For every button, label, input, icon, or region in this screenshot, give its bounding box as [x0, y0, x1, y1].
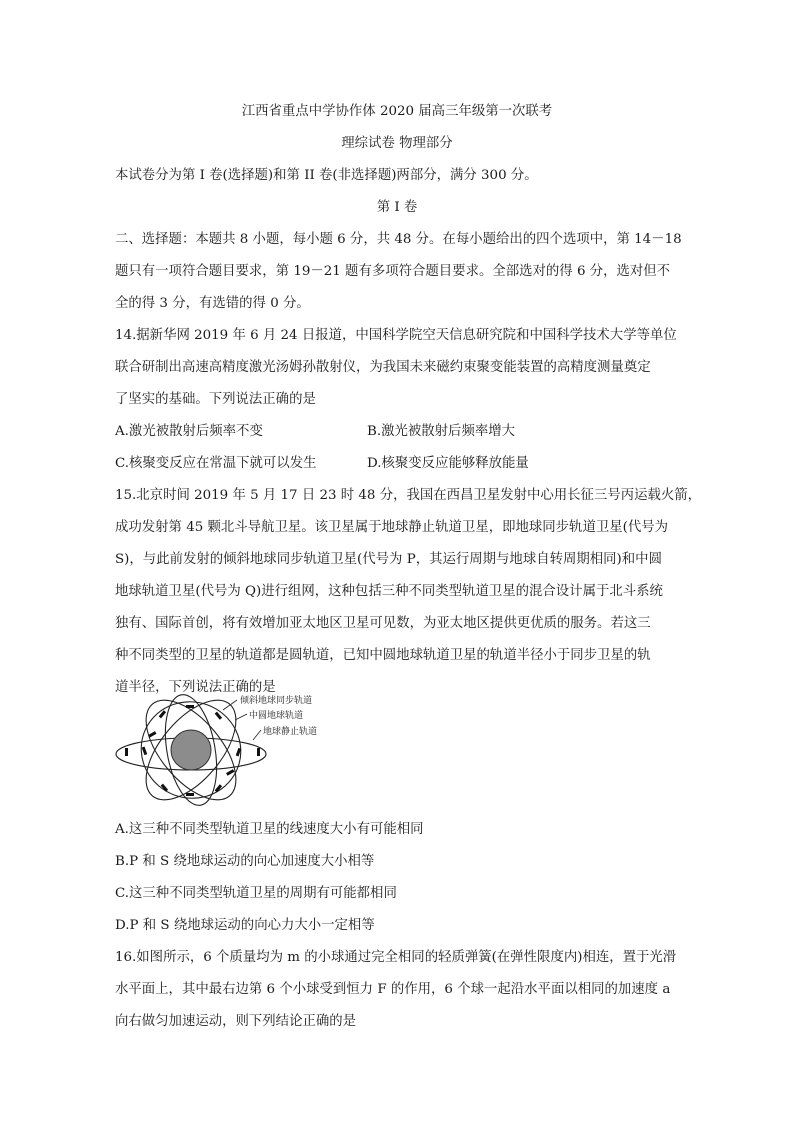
q14-stem-line: 14.据新华网 2019 年 6 月 24 日报道，中国科学院空天信息研究院和中国科学技术大学等单位 — [115, 328, 677, 343]
q14-stem-line: 联合研制出高速高精度激光汤姆孙散射仪，为我国未来磁约束聚变能装置的高精度测量奠定 — [115, 360, 651, 375]
q15-stem-line: 15.北京时间 2019 年 5 月 17 日 23 时 48 分，我国在西昌卫星发射中心用长征三号丙运载火箭， — [115, 488, 702, 503]
q14-option-b: B.激光被散射后频率增大 — [367, 424, 516, 439]
q16-stem-line: 16.如图所示，6 个质量均为 m 的小球通过完全相同的轻质弹簧(在弹性限度内)相连，置于光滑 — [115, 950, 677, 965]
q15-stem-line: 道半径，下列说法正确的是 — [115, 680, 276, 695]
satellite — [215, 712, 222, 720]
satellite — [257, 748, 260, 756]
label-medium-orbit: 中圆地球轨道 — [249, 711, 304, 721]
q15-stem-line: 独有、国际首创，将有效增加亚太地区卫星可见数，为亚太地区提供更优质的服务。若这三 — [115, 616, 651, 631]
exam-subtitle: 理综试卷 物理部分 — [341, 136, 453, 151]
q15-stem-line: 成功发射第 45 颗北斗导航卫星。该卫星属于地球静止轨道卫星，即地球同步轨道卫星(代号为 — [115, 520, 669, 535]
label-geostationary-orbit: 地球静止轨道 — [263, 727, 318, 737]
q16-stem-line: 水平面上，其中最右边第 6 个小球受到恒力 F 的作用，6 个球一起沿水平面以相同的加速度 a — [115, 982, 671, 997]
satellite — [186, 793, 194, 796]
earth — [171, 730, 211, 770]
section-instructions-line: 题只有一项符合题目要求，第 19－21 题有多项符合题目要求。全部选对的得 6 分，选对但不 — [115, 264, 671, 279]
q14-option-c: C.核聚变反应在常温下就可以发生 — [115, 456, 317, 471]
q15-option-a: A.这三种不同类型轨道卫星的线速度大小有可能相同 — [115, 822, 424, 837]
q15-option-c: C.这三种不同类型轨道卫星的周期有可能都相同 — [115, 886, 397, 901]
q15-stem-line: 种不同类型的卫星的轨道都是圆轨道，已知中圆地球轨道卫星的轨道半径小于同步卫星的轨 — [115, 648, 651, 663]
satellite — [125, 748, 128, 756]
section-instructions-line: 全的得 3 分，有选错的得 0 分。 — [115, 296, 310, 311]
q15-option-d: D.P 和 S 绕地球运动的向心力大小一定相等 — [115, 918, 375, 933]
q14-option-d: D.核聚变反应能够释放能量 — [367, 456, 529, 471]
q16-stem-line: 向右做匀加速运动，则下列结论正确的是 — [115, 1014, 357, 1029]
exam-title: 江西省重点中学协作体 2020 届高三年级第一次联考 — [241, 104, 553, 119]
q14-stem-line: 了坚实的基础。下列说法正确的是 — [115, 392, 316, 407]
satellite — [142, 747, 148, 756]
section-instructions-line: 二、选择题：本题共 8 小题，每小题 6 分，共 48 分。在每小题给出的四个选项中，第 14－18 — [115, 232, 682, 247]
q15-option-b: B.P 和 S 绕地球运动的向心加速度大小相等 — [115, 854, 375, 869]
satellite — [148, 731, 156, 738]
exam-intro: 本试卷分为第 I 卷(选择题)和第 II 卷(非选择题)两部分，满分 300 分。 — [115, 168, 538, 183]
volume-heading: 第 I 卷 — [376, 200, 418, 215]
label-inclined-orbit: 倾斜地球同步轨道 — [240, 696, 313, 706]
satellite — [226, 769, 234, 776]
q15-stem-line: S)，与此前发射的倾斜地球同步轨道卫星(代号为 P，其运行周期与地球自转周期相同)和中圆 — [115, 552, 662, 567]
satellite — [186, 705, 194, 708]
orbit-diagram — [113, 690, 353, 810]
q15-stem-line: 地球轨道卫星(代号为 Q)进行组网，这种包括三种不同类型轨道卫星的混合设计属于北斗系统 — [115, 584, 663, 599]
q14-option-a: A.激光被散射后频率不变 — [115, 424, 263, 439]
